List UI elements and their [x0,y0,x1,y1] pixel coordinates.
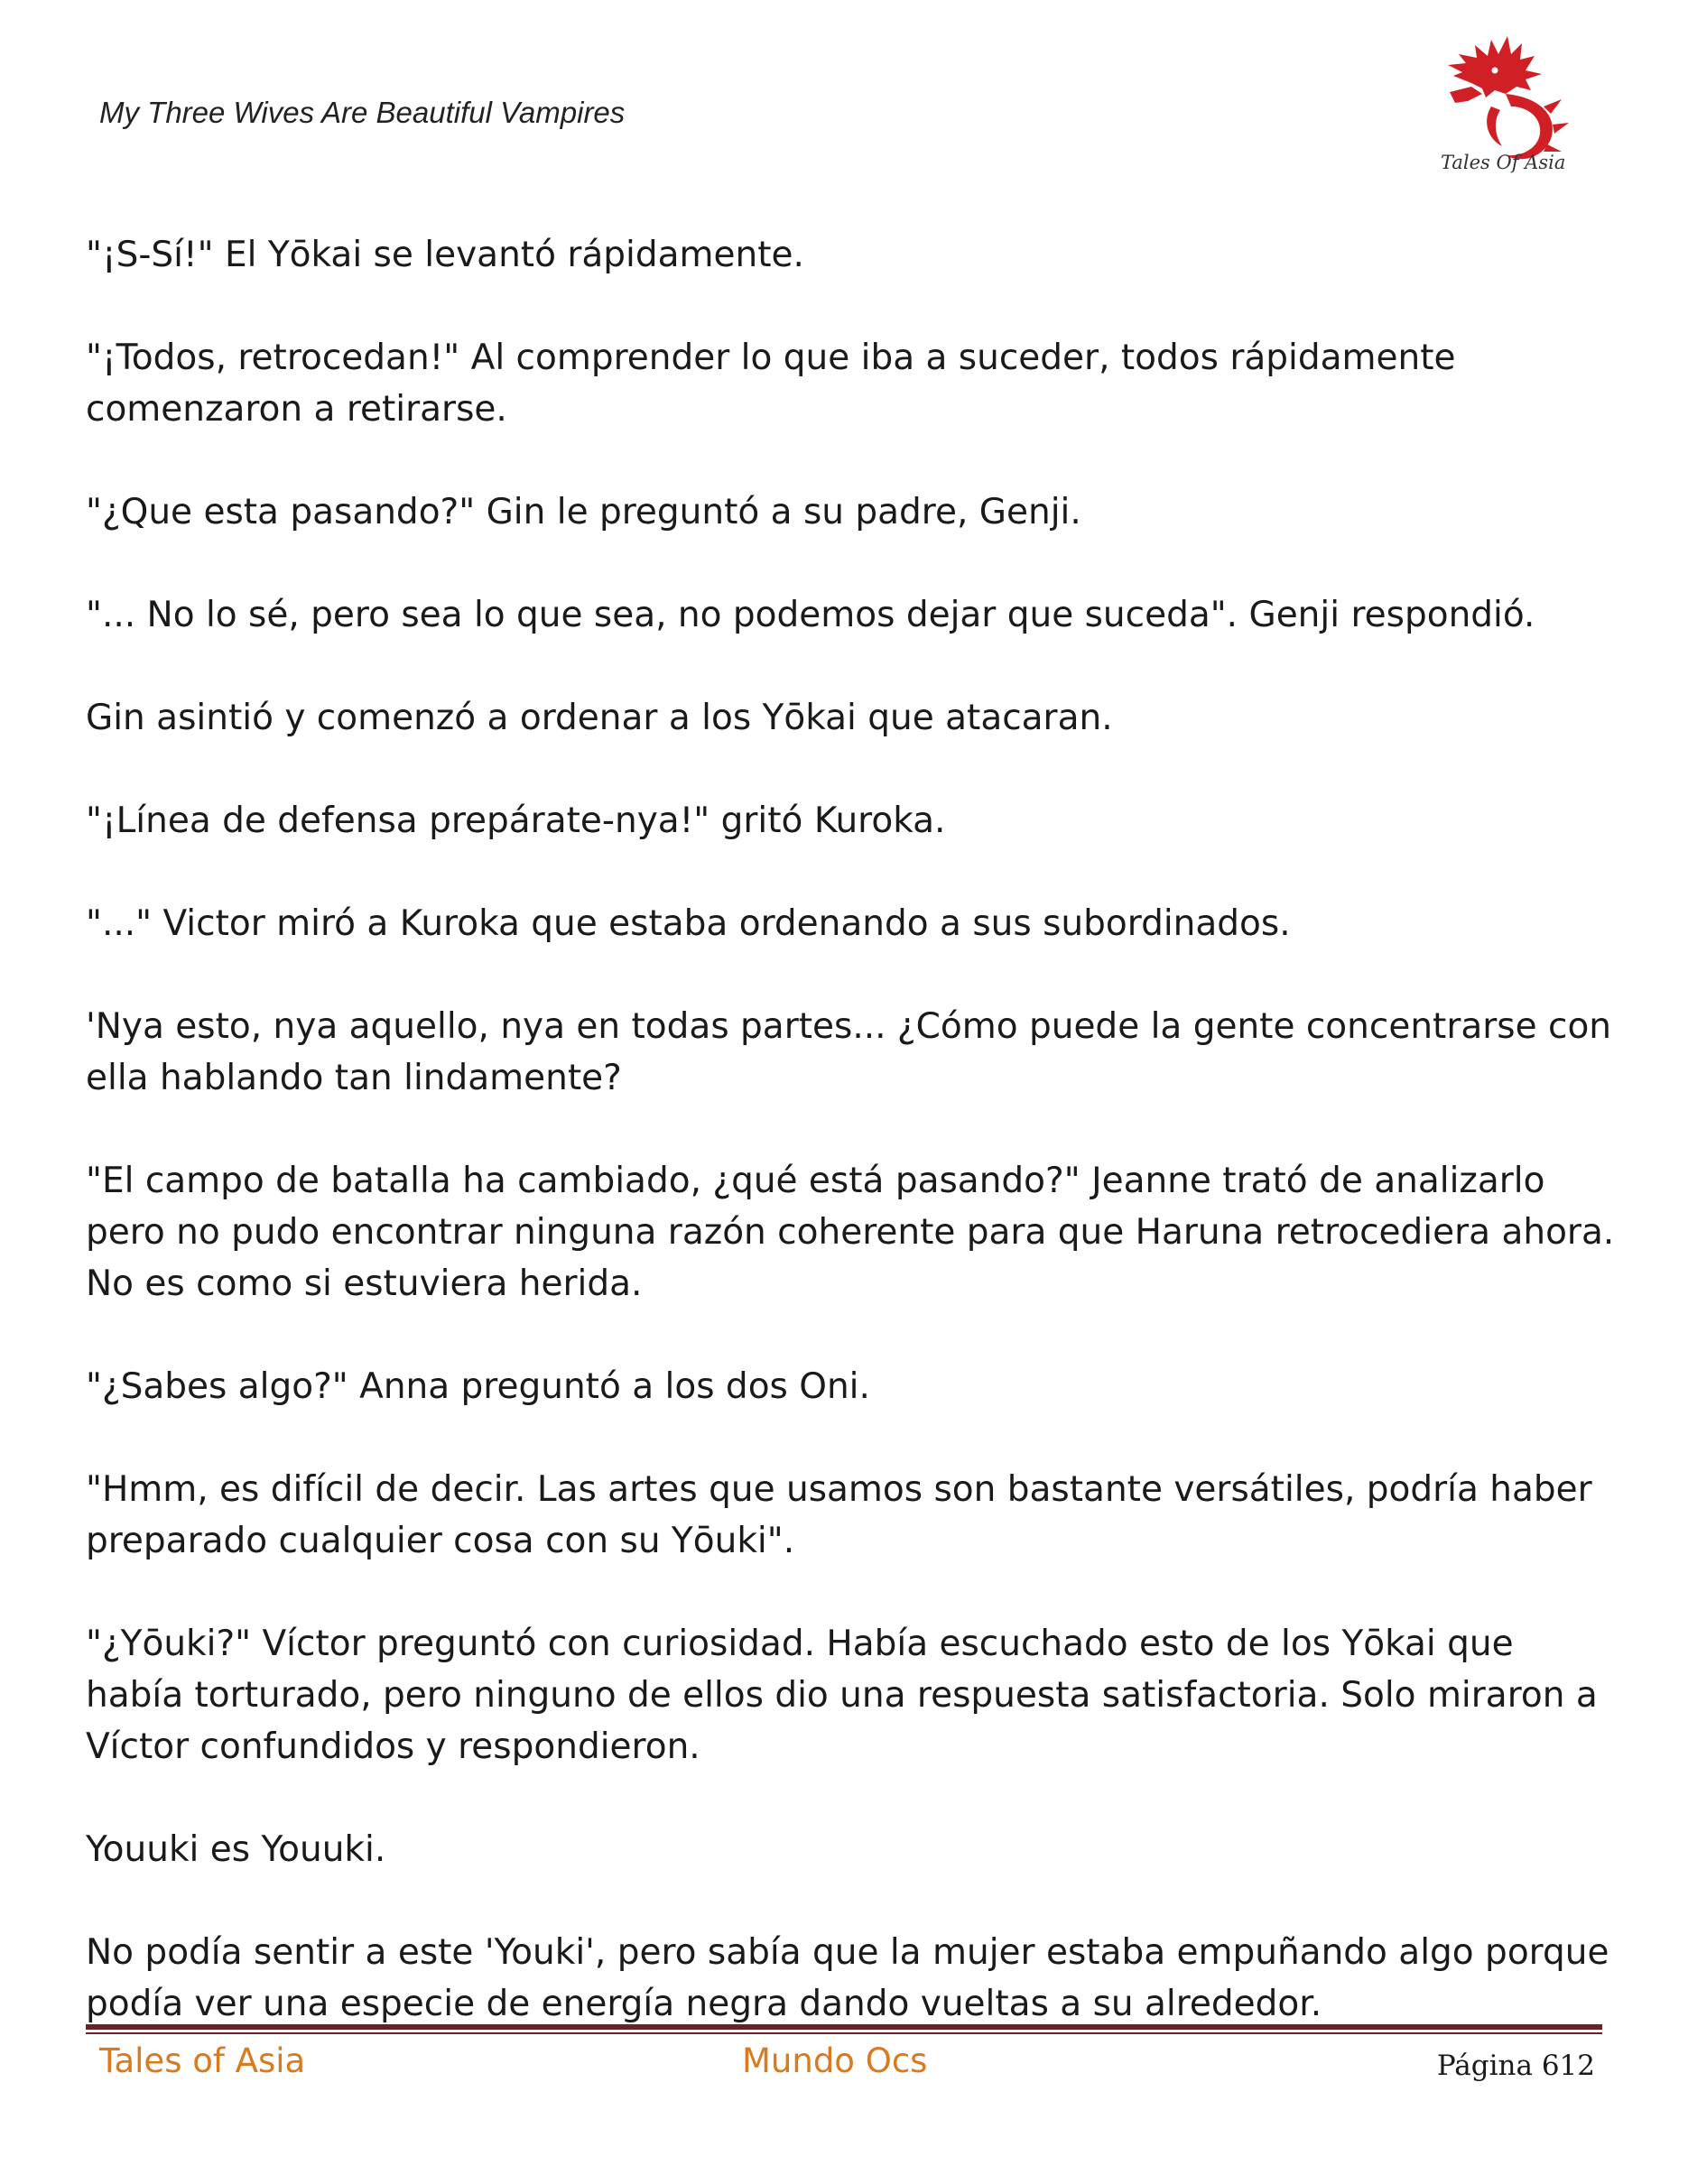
footer-divider [86,2024,1602,2030]
book-title: My Three Wives Are Beautiful Vampires [99,96,626,129]
paragraph: "Hmm, es difícil de decir. Las artes que usamos son bastante versátiles, podría haber preparado cualquier cosa con su Yōuki". [86,1469,1592,1561]
page-number: Página 612 [1436,2050,1595,2082]
paragraph: "¡Todos, retrocedan!" Al comprender lo que iba a suceder, todos rápidamente comenzaron a retirarse. [86,338,1456,430]
logo-caption: Tales Of Asia [1441,152,1566,173]
footer-section-name: Mundo Ocs [742,2041,928,2080]
paragraph: "El campo de batalla ha cambiado, ¿qué está pasando?" Jeanne trató de analizarlo pero no pudo encontrar ninguna razón coherente para que Haruna retrocediera ahora. No es como si estuviera herida. [86,1161,1615,1304]
paragraph: "¿Sabes algo?" Anna preguntó a los dos Oni. [86,1366,870,1407]
paragraph: Youuki es Youuki. [86,1829,386,1870]
paragraph: Gin asintió y comenzó a ordenar a los Yōkai que atacaran. [86,698,1113,738]
paragraph: "... No lo sé, pero sea lo que sea, no podemos dejar que suceda". Genji respondió. [86,595,1535,635]
chapter-text [86,229,1620,2081]
paragraph: No podía sentir a este 'Youki', pero sabía que la mujer estaba empuñando algo porque podía ver una especie de energía negra dando vueltas a su alrededor. [86,1932,1609,2024]
footer-divider-thin [86,2032,1602,2034]
paragraph: "..." Victor miró a Kuroka que estaba ordenando a sus subordinados. [86,903,1291,944]
paragraph: "¿Que esta pasando?" Gin le preguntó a su padre, Genji. [86,492,1081,532]
paragraph: "¡Línea de defensa prepárate-nya!" gritó Kuroka. [86,800,946,841]
paragraph: "¡S-Sí!" El Yōkai se levantó rápidamente. [86,235,804,275]
paragraph: "¿Yōuki?" Víctor preguntó con curiosidad. Había escuchado esto de los Yōkai que había torturado, pero ninguno de ellos dio una respuesta satisfactoria. Solo miraron a Víctor confundidos y respondieron. [86,1624,1598,1767]
footer-site-name: Tales of Asia [99,2041,306,2080]
paragraph: 'Nya esto, nya aquello, nya en todas partes... ¿Cómo puede la gente concentrarse con ella hablando tan lindamente? [86,1006,1612,1098]
